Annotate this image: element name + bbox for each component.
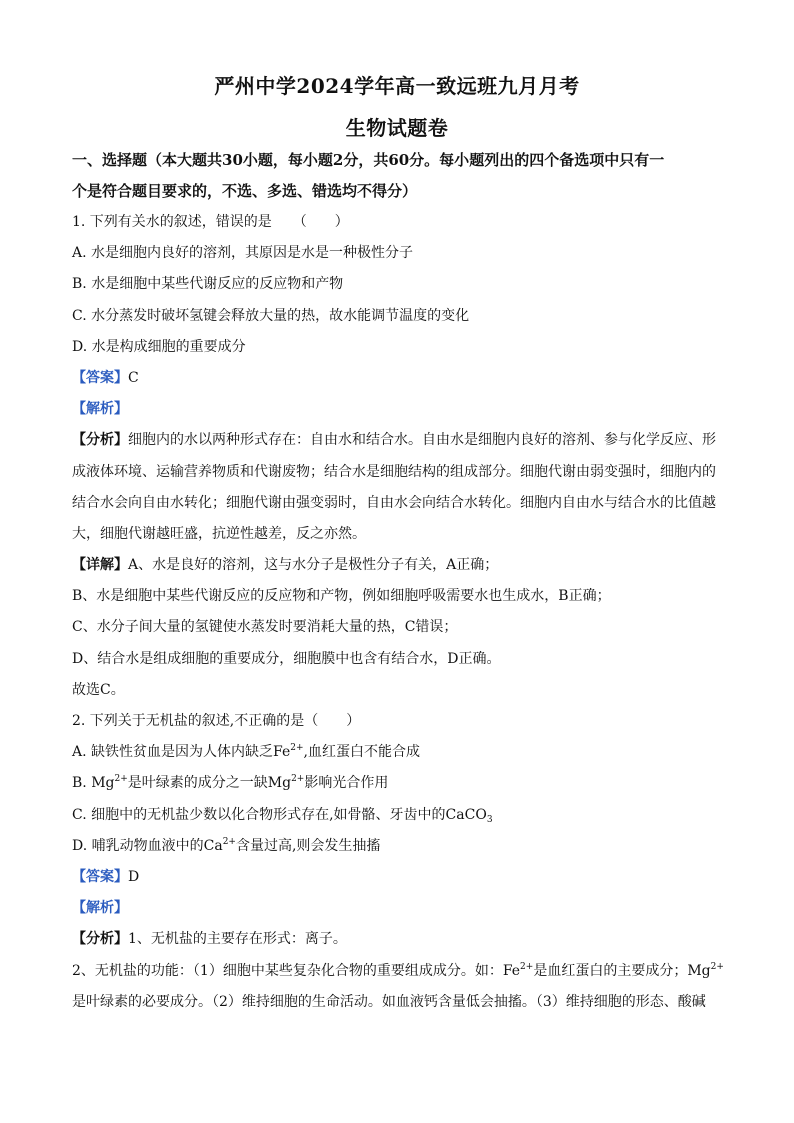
- q2-d-text: D. 哺乳动物血液中的Ca: [72, 838, 223, 854]
- exam-title: 严州中学2024学年高一致远班九月月考: [214, 74, 580, 98]
- q2-fenxi-line-2: [72, 961, 732, 981]
- q2-a-text-end: ,血红蛋白不能合成: [303, 744, 420, 760]
- q1-xiangjie-a: [72, 555, 732, 575]
- q2-option-c: [72, 805, 732, 825]
- answer-label: 【答案】: [72, 370, 128, 386]
- q2-fenxi-text-2: 2、无机盐的功能：（1）细胞中某些复杂化合物的重要组成成分。如：Fe: [72, 963, 521, 979]
- q1-fenxi-line-4: 大，细胞代谢越旺盛，抗逆性越差，反之亦然。: [72, 526, 366, 542]
- q1-option-c: C. 水分蒸发时破坏氢键会释放大量的热，故水能调节温度的变化: [72, 308, 470, 324]
- section-heading-line-2: 个是符合题目要求的，不选、多选、错选均不得分）: [72, 182, 418, 200]
- q1-xiangjie-a-text: A、水是良好的溶剂，这与水分子是极性分子有关，A正确；: [128, 557, 499, 573]
- q1-option-a: A. 水是细胞内良好的溶剂，其原因是水是一种极性分子: [72, 245, 414, 261]
- q2-b-text-end: 影响光合作用: [304, 775, 389, 791]
- q1-option-b: B. 水是细胞中某些代谢反应的反应物和产物: [72, 276, 344, 292]
- q2-b-charge-1: 2+: [114, 774, 128, 784]
- q2-c-text: C. 细胞中的无机盐少数以化合物形式存在,如骨骼、牙齿中的CaCO: [72, 807, 487, 823]
- answer-label: 【答案】: [72, 869, 128, 885]
- q2-d-charge: 2+: [222, 837, 236, 847]
- fenxi-label: 【分析】: [72, 931, 128, 947]
- q2-a-text: A. 缺铁性贫血是因为人体内缺乏Fe: [72, 744, 291, 760]
- q1-conclusion: 故选C。: [72, 682, 125, 698]
- q1-option-d: D. 水是构成细胞的重要成分: [72, 339, 246, 355]
- exam-subtitle: 生物试题卷: [345, 116, 449, 140]
- q2-a-charge: 2+: [290, 743, 304, 753]
- q2-analysis-label: 【解析】: [72, 900, 128, 916]
- q1-xiangjie-c: C、水分子间大量的氢键使水蒸发时要消耗大量的热，C错误；: [72, 619, 458, 635]
- q2-c-subscript: 3: [486, 815, 493, 825]
- q1-analysis-label: 【解析】: [72, 401, 128, 417]
- q2-fenxi-charge-2: 2+: [710, 962, 724, 972]
- q2-b-text: B. Mg: [72, 775, 115, 791]
- q1-fenxi-line-1: [72, 430, 732, 450]
- q1-answer-value: C: [128, 370, 139, 386]
- q2-stem: 2. 下列关于无机盐的叙述,不正确的是（ ）: [72, 713, 361, 729]
- q2-option-d: [72, 836, 732, 856]
- q2-fenxi-text-2-mid: 是血红蛋白的主要成分；Mg: [533, 963, 711, 979]
- q1-fenxi-text-1: 细胞内的水以两种形式存在：自由水和结合水。自由水是细胞内良好的溶剂、参与化学反应、形: [128, 432, 716, 448]
- q2-b-text-mid: 是叶绿素的成分之一缺Mg: [127, 775, 292, 791]
- q2-b-charge-2: 2+: [291, 774, 305, 784]
- section-heading-line-1: 一、选择题（本大题共30小题，每小题2分，共60分。每小题列出的四个备选项中只有一: [72, 151, 665, 169]
- q1-fenxi-line-3: 结合水会向自由水转化；细胞代谢由强变弱时，自由水会向结合水转化。细胞内自由水与结合水的比值越: [72, 495, 716, 511]
- q1-stem: 1. 下列有关水的叙述，错误的是 （ ）: [72, 214, 349, 230]
- q2-option-b: [72, 773, 732, 793]
- q2-fenxi-line-3: 是叶绿素的必要成分。（2）维持细胞的生命活动。如血液钙含量低会抽搐。（3）维持细胞的形态、酸碱: [72, 994, 706, 1010]
- q1-fenxi-line-2: 成液体环境、运输营养物质和代谢废物；结合水是细胞结构的组成部分。细胞代谢由弱变强时，细胞内的: [72, 464, 716, 480]
- q2-fenxi-text-1: 1、无机盐的主要存在形式：离子。: [128, 931, 347, 947]
- q1-xiangjie-b: B、水是细胞中某些代谢反应的反应物和产物，例如细胞呼吸需要水也生成水，B正确；: [72, 588, 611, 604]
- fenxi-label: 【分析】: [72, 432, 128, 448]
- q2-answer-value: D: [128, 869, 140, 885]
- q2-d-text-end: 含量过高,则会发生抽搐: [235, 838, 381, 854]
- xiangjie-label: 【详解】: [72, 557, 128, 573]
- q1-xiangjie-d: D、结合水是组成细胞的重要成分，细胞膜中也含有结合水，D正确。: [72, 651, 501, 667]
- q2-answer: [72, 867, 732, 887]
- q1-answer: [72, 368, 732, 388]
- q2-option-a: [72, 742, 732, 762]
- q2-fenxi-line-1: [72, 929, 732, 949]
- q2-fenxi-charge-1: 2+: [520, 962, 534, 972]
